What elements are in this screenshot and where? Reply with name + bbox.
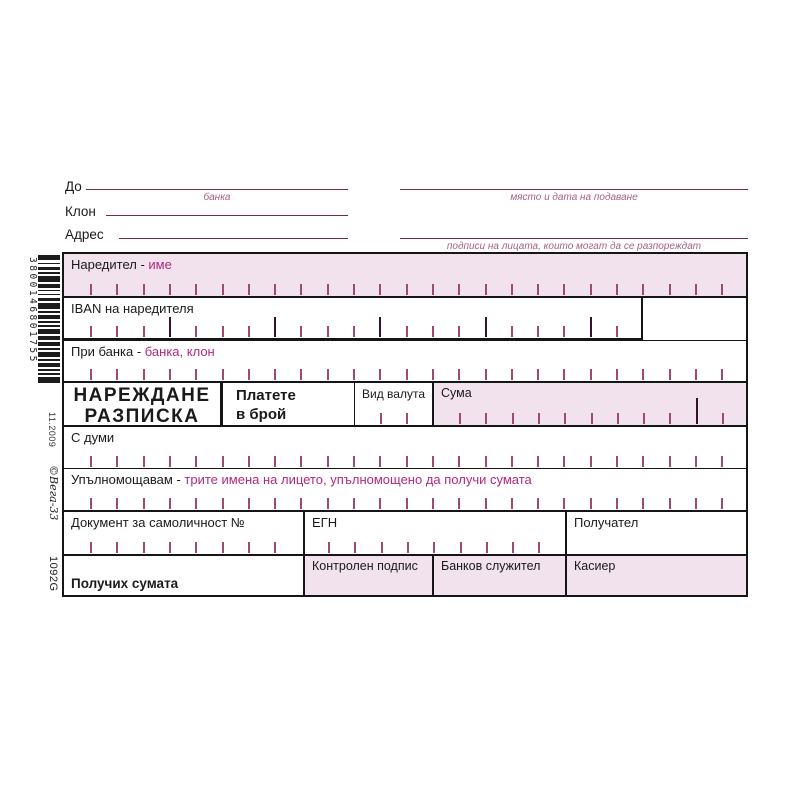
comb-tick [406, 456, 408, 467]
comb-tick [169, 456, 171, 467]
comb-tick [591, 413, 593, 424]
comb-tick [695, 369, 697, 380]
comb-tick [143, 326, 145, 337]
comb-tick [590, 317, 592, 337]
comb-tick [90, 542, 92, 553]
comb-tick [432, 326, 434, 337]
recipient-cell [567, 512, 746, 554]
barcode-bar [38, 284, 60, 288]
row-originator [64, 254, 746, 298]
comb-tick [486, 542, 488, 553]
comb-tick [433, 542, 435, 553]
barcode [38, 255, 60, 385]
barcode-digits: 3800146801755 [27, 257, 38, 364]
comb-tick [274, 284, 276, 295]
comb-tick [642, 284, 644, 295]
comb-authorize [64, 469, 746, 510]
comb-tick [379, 284, 381, 295]
row-identity [64, 512, 746, 556]
comb-tick [460, 542, 462, 553]
comb-tick [327, 369, 329, 380]
comb-iban [64, 298, 641, 338]
barcode-bar [38, 255, 60, 260]
signatures-line [400, 238, 748, 239]
bank-hint: банка, клон [144, 344, 215, 359]
comb-tick [274, 498, 276, 509]
comb-tick [143, 542, 145, 553]
comb-tick [537, 456, 539, 467]
comb-tick [222, 456, 224, 467]
barcode-bar [38, 290, 60, 292]
comb-tick [327, 326, 329, 337]
cashier-label: Касиер [574, 559, 616, 573]
comb-tick [274, 369, 276, 380]
comb-tick [195, 284, 197, 295]
comb-tick [116, 542, 118, 553]
comb-tick [537, 284, 539, 295]
comb-amount [434, 383, 746, 425]
comb-tick [169, 284, 171, 295]
comb-tick [143, 498, 145, 509]
comb-tick [590, 456, 592, 467]
comb-tick [169, 317, 171, 337]
comb-tick [222, 326, 224, 337]
barcode-bar [38, 315, 60, 319]
comb-tick [563, 456, 565, 467]
received-cell [64, 556, 303, 595]
comb-tick [407, 542, 409, 553]
comb-tick [485, 413, 487, 424]
egn-cell [305, 512, 565, 554]
barcode-bar [38, 363, 60, 367]
control-signature-label: Контролен подпис [312, 559, 418, 573]
place-date-caption: място и дата на подаване [510, 192, 638, 203]
comb-tick [485, 369, 487, 380]
comb-tick [511, 326, 513, 337]
comb-tick [485, 284, 487, 295]
egn-label: ЕГН [312, 515, 338, 530]
comb-tick [274, 456, 276, 467]
comb-tick [353, 284, 355, 295]
bank-clerk-cell [434, 556, 565, 595]
comb-egn [305, 512, 565, 554]
comb-tick [353, 498, 355, 509]
row-authorize [64, 469, 746, 512]
comb-tick [300, 369, 302, 380]
comb-tick [617, 413, 619, 424]
comb-tick [669, 284, 671, 295]
comb-tick [300, 498, 302, 509]
comb-tick [354, 542, 356, 553]
barcode-bar [38, 336, 60, 340]
comb-tick [512, 542, 514, 553]
comb-tick [195, 542, 197, 553]
comb-tick [721, 369, 723, 380]
comb-tick [379, 317, 381, 337]
comb-tick [328, 542, 330, 553]
comb-originator [64, 254, 746, 296]
comb-tick [590, 369, 592, 380]
comb-tick [248, 498, 250, 509]
comb-tick [116, 456, 118, 467]
comb-tick [379, 456, 381, 467]
place-date-line [400, 189, 748, 190]
comb-tick [616, 456, 618, 467]
comb-tick [485, 317, 487, 337]
order-title: НАРЕЖДАНЕ РАЗПИСКА [64, 383, 223, 425]
comb-tick [590, 498, 592, 509]
comb-tick [432, 284, 434, 295]
comb-tick [590, 284, 592, 295]
comb-tick [643, 413, 645, 424]
barcode-bar [38, 325, 60, 327]
barcode-bar [38, 263, 60, 265]
comb-tick [537, 369, 539, 380]
barcode-bar [38, 369, 60, 371]
cashier-cell [567, 556, 746, 595]
authorize-label: Упълномощавам - трите имена на лицето, упълномощено да получи сумата [71, 472, 532, 487]
comb-tick [485, 456, 487, 467]
amount-label: Сума [441, 386, 472, 400]
payment-form-grid [62, 252, 748, 597]
comb-tick [669, 498, 671, 509]
comb-tick [169, 369, 171, 380]
comb-tick [379, 498, 381, 509]
form-code-text: 1092G [47, 556, 59, 592]
comb-tick [248, 542, 250, 553]
comb-tick [563, 326, 565, 337]
barcode-bar [38, 352, 60, 357]
comb-tick [511, 369, 513, 380]
comb-tick [327, 498, 329, 509]
comb-tick [563, 369, 565, 380]
comb-tick [616, 498, 618, 509]
comb-tick [116, 498, 118, 509]
comb-tick [195, 326, 197, 337]
amount-cell [432, 383, 746, 425]
address-line [119, 238, 348, 239]
comb-tick [564, 413, 566, 424]
comb-tick [222, 369, 224, 380]
originator-hint: име [148, 257, 172, 272]
comb-document [64, 512, 303, 554]
comb-tick [300, 326, 302, 337]
comb-tick [458, 456, 460, 467]
barcode-bar [38, 359, 60, 361]
comb-tick [116, 284, 118, 295]
comb-tick [537, 498, 539, 509]
comb-tick [616, 284, 618, 295]
comb-tick [169, 498, 171, 509]
comb-tick [381, 542, 383, 553]
comb-tick [406, 284, 408, 295]
comb-tick [195, 498, 197, 509]
currency-cell [355, 383, 432, 425]
comb-tick [722, 413, 724, 424]
branch-line [106, 215, 348, 216]
comb-tick [669, 456, 671, 467]
comb-tick [642, 369, 644, 380]
address-label: Адрес [65, 227, 104, 242]
comb-tick [116, 369, 118, 380]
barcode-bar [38, 294, 60, 296]
iban-label: IBAN на наредителя [71, 301, 194, 316]
comb-tick [248, 326, 250, 337]
barcode-bar [38, 377, 60, 382]
comb-tick [248, 369, 250, 380]
comb-tick [143, 284, 145, 295]
comb-tick [406, 498, 408, 509]
comb-tick [248, 456, 250, 467]
comb-tick [538, 542, 540, 553]
comb-tick [538, 413, 540, 424]
comb-tick [90, 456, 92, 467]
comb-tick [195, 456, 197, 467]
barcode-bar [38, 276, 60, 281]
bank-caption: банка [203, 192, 231, 203]
comb-tick [222, 498, 224, 509]
comb-tick [616, 326, 618, 337]
to-label: До [65, 179, 82, 194]
barcode-bar [38, 348, 60, 350]
row-order [64, 383, 746, 427]
comb-tick [353, 326, 355, 337]
comb-tick [669, 413, 671, 424]
comb-tick [222, 542, 224, 553]
document-cell [64, 512, 303, 554]
comb-tick [143, 369, 145, 380]
comb-tick [432, 369, 434, 380]
comb-tick [90, 284, 92, 295]
comb-tick [327, 284, 329, 295]
comb-tick [406, 369, 408, 380]
signatures-caption: подписи на лицата, които могат да се разпореждат [446, 241, 702, 252]
comb-tick [327, 456, 329, 467]
comb-tick [642, 498, 644, 509]
barcode-bar [38, 329, 60, 334]
comb-tick [721, 456, 723, 467]
edition-text: 11.2009 [47, 412, 57, 448]
comb-tick [642, 456, 644, 467]
comb-tick [458, 326, 460, 337]
comb-tick [274, 542, 276, 553]
comb-tick [458, 284, 460, 295]
comb-tick [90, 326, 92, 337]
comb-tick [695, 284, 697, 295]
comb-tick [406, 326, 408, 337]
comb-tick [432, 456, 434, 467]
comb-tick [616, 369, 618, 380]
comb-tick [696, 398, 698, 424]
comb-tick [512, 413, 514, 424]
comb-tick [274, 317, 276, 337]
comb-bank [64, 341, 746, 381]
comb-tick [537, 326, 539, 337]
comb-tick [511, 456, 513, 467]
barcode-bar [38, 303, 60, 308]
recipient-label: Получател [574, 515, 639, 530]
comb-tick [143, 456, 145, 467]
comb-tick [90, 369, 92, 380]
barcode-bar [38, 373, 60, 375]
barcode-bar [38, 342, 60, 346]
row-iban [64, 298, 746, 341]
comb-tick [695, 456, 697, 467]
comb-tick [563, 498, 565, 509]
bank-label: При банка - банка, клон [71, 344, 215, 359]
comb-tick [406, 413, 408, 424]
publisher-text: ©Вега-33 [47, 465, 60, 521]
words-label: С думи [71, 430, 115, 445]
comb-tick [379, 369, 381, 380]
barcode-bar [38, 267, 60, 271]
comb-tick [169, 542, 171, 553]
bank-clerk-label: Банков служител [441, 559, 541, 573]
barcode-bar [38, 272, 60, 274]
comb-words [64, 427, 746, 468]
comb-tick [380, 413, 382, 424]
originator-label: Наредител - име [71, 257, 172, 272]
comb-tick [721, 498, 723, 509]
control-signature-cell [305, 556, 432, 595]
comb-tick [669, 369, 671, 380]
comb-tick [353, 456, 355, 467]
received-label: Получих сумата [71, 576, 179, 591]
barcode-bar [38, 321, 60, 323]
comb-tick [563, 284, 565, 295]
branch-label: Клон [65, 204, 96, 219]
comb-tick [300, 456, 302, 467]
row-words [64, 427, 746, 469]
comb-tick [721, 284, 723, 295]
comb-tick [248, 284, 250, 295]
comb-tick [511, 284, 513, 295]
comb-tick [459, 413, 461, 424]
to-line [86, 189, 348, 190]
comb-tick [432, 498, 434, 509]
authorize-hint: трите имена на лицето, упълномощено да получи сумата [184, 472, 532, 487]
barcode-bar [38, 311, 60, 313]
comb-tick [458, 498, 460, 509]
comb-tick [458, 369, 460, 380]
comb-tick [90, 498, 92, 509]
row-signatures [64, 556, 746, 595]
comb-currency [355, 383, 432, 425]
comb-tick [695, 498, 697, 509]
comb-tick [511, 498, 513, 509]
comb-tick [222, 284, 224, 295]
currency-label: Вид валута [362, 387, 425, 401]
iban-box [64, 298, 643, 340]
comb-tick [485, 498, 487, 509]
comb-tick [300, 284, 302, 295]
comb-tick [195, 369, 197, 380]
comb-tick [353, 369, 355, 380]
document-label: Документ за самоличност № [71, 515, 245, 530]
pay-in-cash-label: Платете в брой [223, 383, 355, 425]
comb-tick [116, 326, 118, 337]
barcode-bar [38, 298, 60, 302]
row-bank [64, 341, 746, 383]
